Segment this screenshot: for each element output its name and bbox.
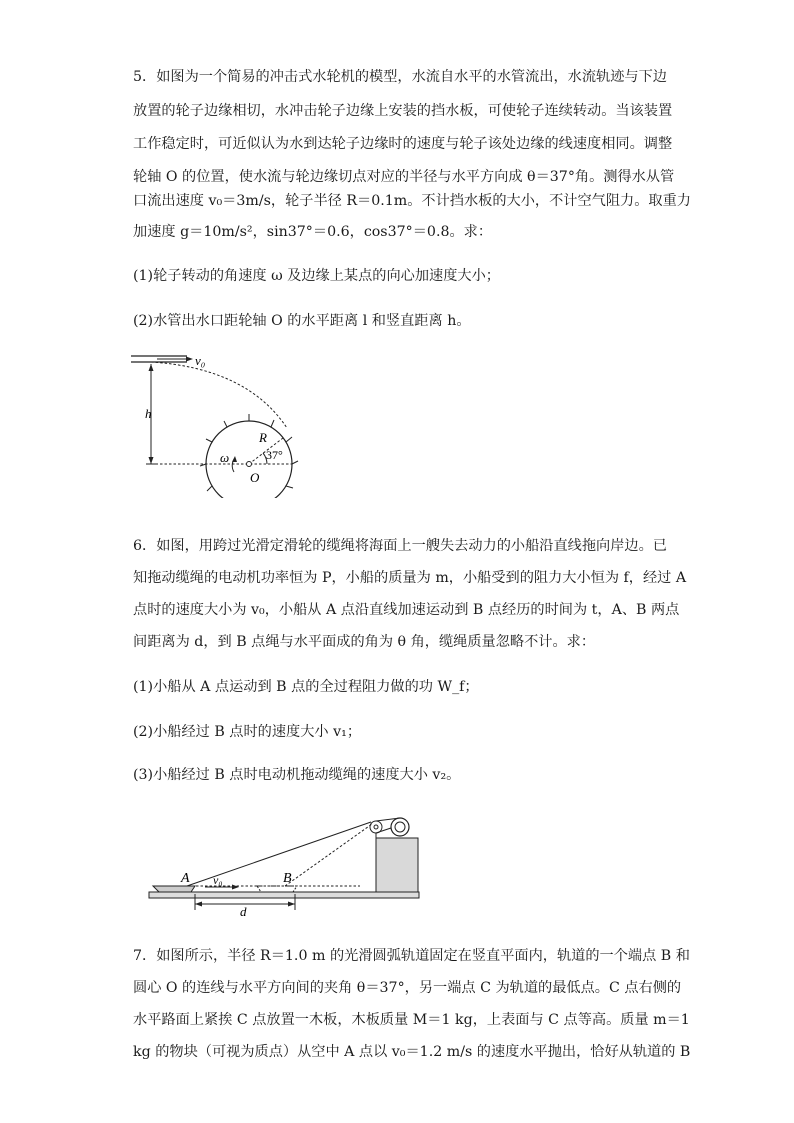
B-label: B — [283, 871, 292, 886]
q6-subq-2: (2)小船经过 B 点时的速度大小 v₁； — [133, 724, 362, 740]
q5-line-5: 口流出速度 v₀＝3m/s，轮子半径 R＝0.1m。不计挡水板的大小，不计空气阻力。取重力 — [133, 193, 691, 209]
omega-label: ω — [220, 450, 230, 465]
q5-subq-1: (1)轮子转动的角速度 ω 及边缘上某点的向心加速度大小； — [133, 268, 500, 284]
O-label: O — [250, 470, 260, 485]
boat-B — [257, 886, 297, 892]
q5-line-2: 放置的轮子边缘相切，水冲击轮子边缘上安装的挡水板，可使轮子连续转动。当该装置 — [133, 103, 673, 119]
q6-line-4: 间距离为 d，到 B 点绳与水平面成的角为 θ 角，缆绳质量忽略不计。求： — [133, 634, 596, 650]
q5-line-1: 5．如图为一个简易的冲击式水轮机的模型，水流自水平的水管流出，水流轨迹与下边 — [133, 69, 667, 85]
boat-tow-figure — [145, 800, 435, 925]
q6-subq-3: (3)小船经过 B 点时电动机拖动缆绳的速度大小 v₂。 — [133, 767, 461, 783]
q5-line-4: 轮轴 O 的位置，使水流与轮边缘切点对应的半径与水平方向成 θ＝37°角。测得水从管 — [133, 169, 675, 185]
blades — [200, 414, 298, 498]
cable-B — [285, 824, 372, 886]
shore-ground — [149, 892, 419, 898]
h-label: h — [145, 406, 152, 421]
q7-line-4: kg 的物块（可视为质点）从空中 A 点以 v₀＝1.2 m/s 的速度水平抛出，恰好从轨道的 B — [133, 1044, 691, 1060]
angle-label: 37° — [266, 448, 283, 462]
q7-line-1: 7．如图所示，半径 R＝1.0 m 的光滑圆弧轨道固定在竖直平面内，轨道的一个端点 B 和 — [133, 948, 690, 964]
trajectory-curve — [151, 362, 287, 428]
motor-base — [376, 838, 418, 892]
q5-line-3: 工作稳定时，可近似认为水到达轮子边缘时的速度与轮子该处边缘的线速度相同。调整 — [133, 136, 673, 152]
q6-line-1: 6．如图，用跨过光滑定滑轮的缆绳将海面上一艘失去动力的小船沿直线拖向岸边。已 — [133, 538, 667, 554]
center-O — [247, 462, 252, 467]
q6-line-3: 点时的速度大小为 v₀，小船从 A 点沿直线加速运动到 B 点经历的时间为 t，A、B 两点 — [133, 602, 680, 618]
q7-line-2: 圆心 O 的连线与水平方向间的夹角 θ＝37°，另一端点 C 为轨道的最低点。C 点右侧的 — [133, 980, 682, 996]
q6-subq-1: (1)小船从 A 点运动到 B 点的全过程阻力做的功 W_f； — [133, 679, 479, 695]
v0-label: v₀ — [195, 353, 206, 368]
A-label: A — [181, 871, 190, 886]
R-label: R — [259, 430, 267, 445]
v0-label: v₀ — [213, 873, 223, 887]
q6-line-2: 知拖动缆绳的电动机功率恒为 P，小船的质量为 m，小船受到的阻力大小恒为 f，经过 A — [133, 570, 687, 586]
q7-line-3: 水平路面上紧挨 C 点放置一木板，木板质量 M＝1 kg，上表面与 C 点等高。质量 m＝1 — [133, 1012, 690, 1028]
q5-line-6: 加速度 g＝10m/s²，sin37°＝0.6，cos37°＝0.8。求： — [133, 224, 493, 240]
d-label: d — [240, 904, 247, 919]
boat-A — [153, 886, 195, 892]
q5-subq-2: (2)水管出水口距轮轴 O 的水平距离 l 和竖直距离 h。 — [133, 313, 471, 329]
water-wheel-figure — [127, 348, 317, 498]
